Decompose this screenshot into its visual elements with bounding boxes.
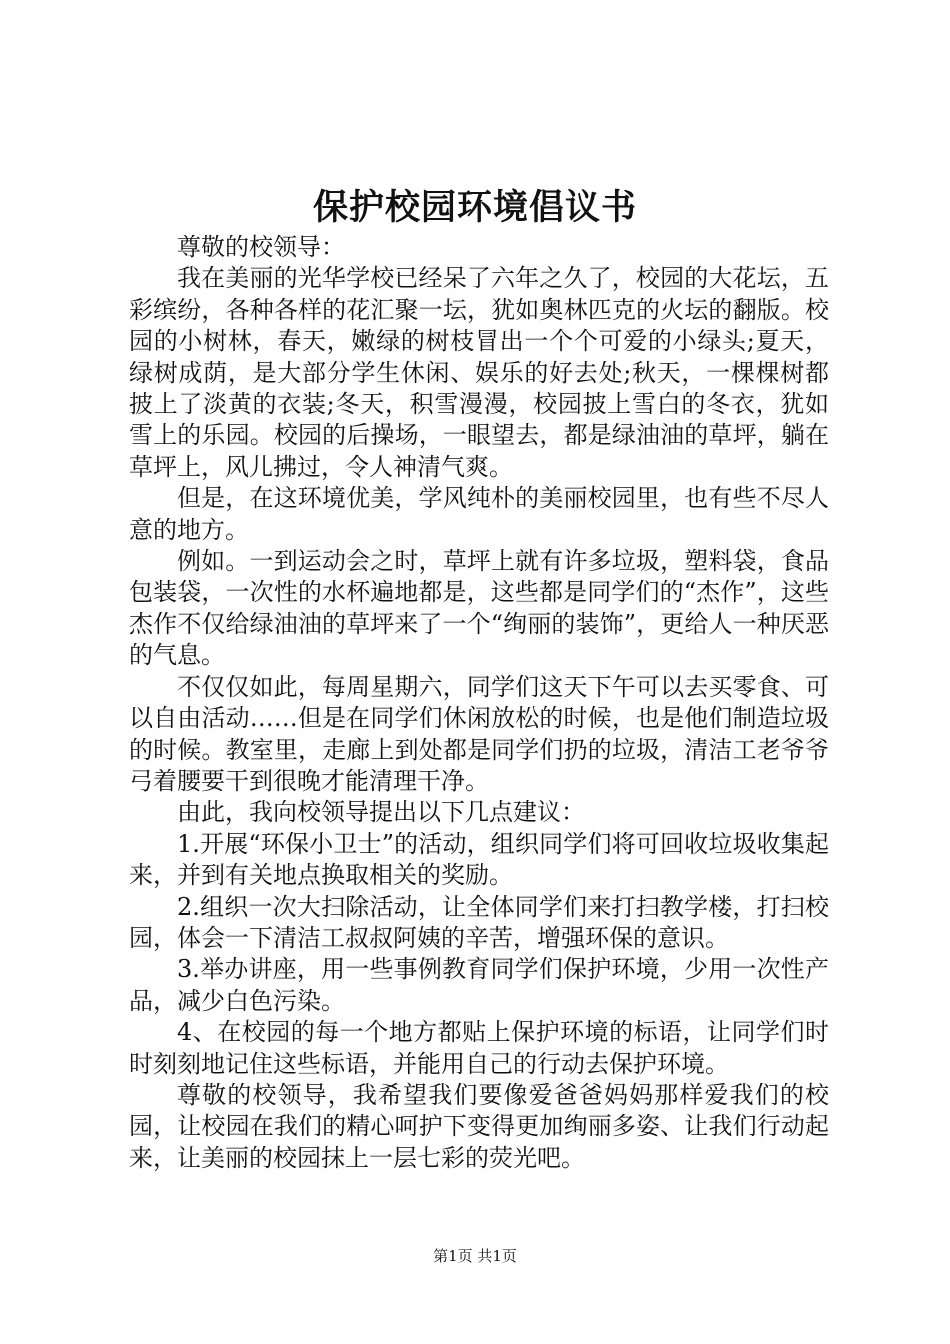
suggestion-3: 3.举办讲座，用一些事例教育同学们保护环境，少用一次性产品，减少白色污染。	[129, 955, 829, 1015]
paragraph-closing: 尊敬的校领导，我希望我们要像爱爸爸妈妈那样爱我们的校园，让校园在我们的精心呵护下变得更加绚丽多姿、让我们行动起来，让美丽的校园抹上一层七彩的荧光吧。	[129, 1080, 829, 1172]
paragraph-problem-intro: 但是，在这环境优美，学风纯朴的美丽校园里，也有些不尽人意的地方。	[129, 484, 829, 544]
paragraph-campus-description: 我在美丽的光华学校已经呆了六年之久了，校园的大花坛，五彩缤纷，各种各样的花汇聚一坛，犹如奥林匹克的火坛的翻版。校园的小树林，春天，嫩绿的树枝冒出一个个可爱的小绿头;夏天，绿树成荫，是大部分学生休闲、娱乐的好去处;秋天，一棵棵树都披上了淡黄的衣装;冬天，积雪漫漫，校园披上雪白的冬衣，犹如雪上的乐园。校园的后操场，一眼望去，都是绿油油的草坪，躺在草坪上，风儿拂过，令人神清气爽。	[129, 264, 829, 481]
paragraph-saturday-litter: 不仅仅如此，每周星期六，同学们这天下午可以去买零食、可以自由活动……但是在同学们休闲放松的时候，也是他们制造垃圾的时候。教室里，走廊上到处都是同学们扔的垃圾，清洁工老爷爷弓着腰要干到很晚才能清理干净。	[129, 672, 829, 795]
suggestion-4: 4、在校园的每一个地方都贴上保护环境的标语，让同学们时时刻刻地记住这些标语，并能用自己的行动去保护环境。	[129, 1018, 829, 1078]
paragraph-sports-day-litter: 例如。一到运动会之时，草坪上就有许多垃圾，塑料袋，食品包装袋，一次性的水杯遍地都是，这些都是同学们的“杰作”，这些杰作不仅给绿油油的草坪来了一个“绚丽的装饰”，更给人一种厌恶的气息。	[129, 547, 829, 670]
page-footer: 第1页 共1页	[433, 1247, 517, 1265]
salutation: 尊敬的校领导：	[177, 233, 345, 261]
paragraph-suggestions-intro: 由此，我向校领导提出以下几点建议：	[177, 798, 585, 827]
suggestion-1: 1.开展“环保小卫士”的活动，组织同学们将可回收垃圾收集起来，并到有关地点换取相关的奖励。	[129, 829, 829, 890]
document-title: 保护校园环境倡议书	[312, 187, 637, 228]
suggestion-2: 2.组织一次大扫除活动，让全体同学们来打扫教学楼，打扫校园，体会一下清洁工叔叔阿姨的辛苦，增强环保的意识。	[129, 892, 829, 952]
document-body	[129, 232, 829, 1174]
